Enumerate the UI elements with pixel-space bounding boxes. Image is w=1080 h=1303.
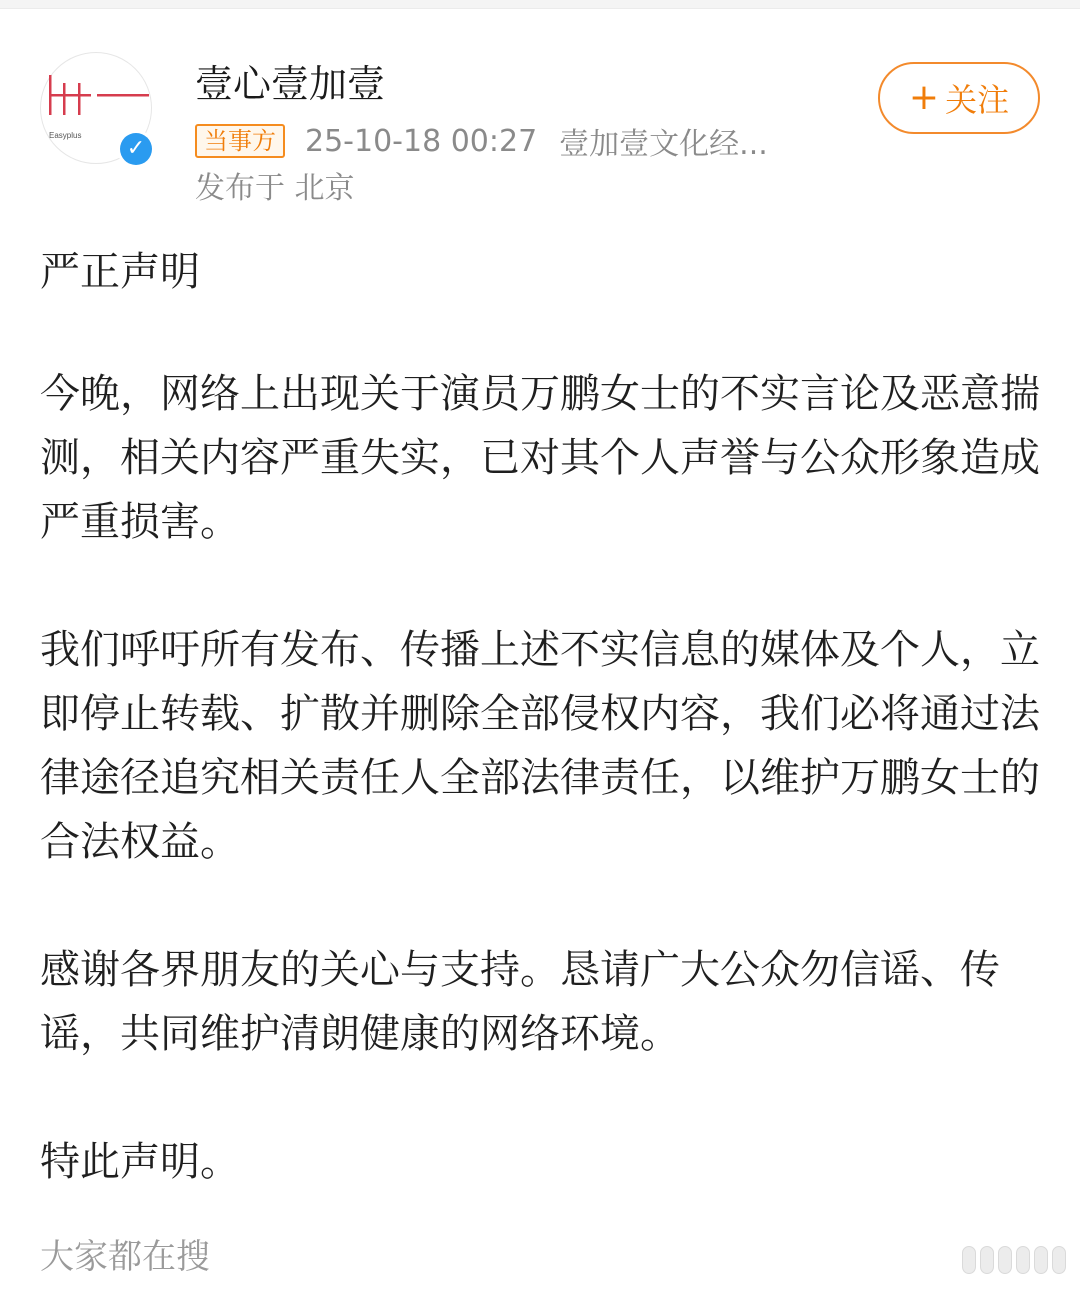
statement-closing: 特此声明。 bbox=[40, 1139, 240, 1185]
post-content bbox=[40, 240, 1040, 1194]
watermark-icon bbox=[962, 1240, 1070, 1280]
trending-search-label[interactable]: 大家都在搜 bbox=[40, 1237, 210, 1277]
post-source[interactable]: 壹加壹文化经... bbox=[559, 127, 768, 162]
party-badge: 当事方 bbox=[195, 124, 285, 158]
post-location: 发布于 北京 bbox=[195, 171, 355, 206]
verified-check-icon: ✓ bbox=[120, 133, 152, 165]
follow-button[interactable] bbox=[878, 62, 1040, 134]
avatar-brand-text: Easyplus bbox=[49, 131, 82, 140]
statement-paragraph-1: 今晚，网络上出现关于演员万鹏女士的不实言论及恶意揣测，相关内容严重失实，已对其个人声誉与公众形象造成严重损害。 bbox=[40, 371, 1040, 545]
username[interactable]: 壹心壹加壹 bbox=[195, 62, 386, 106]
follow-button-label: 关注 bbox=[945, 81, 1010, 119]
post-meta bbox=[195, 121, 768, 161]
top-divider bbox=[0, 0, 1080, 9]
statement-paragraph-2: 我们呼吁所有发布、传播上述不实信息的媒体及个人，立即停止转载、扩散并删除全部侵权内容，我们必将通过法律途径追究相关责任人全部法律责任，以维护万鹏女士的合法权益。 bbox=[40, 627, 1040, 865]
plus-icon: + bbox=[908, 77, 940, 118]
statement-title: 严正声明 bbox=[40, 249, 200, 295]
post-timestamp: 25-10-18 00:27 bbox=[305, 123, 538, 159]
statement-paragraph-3: 感谢各界朋友的关心与支持。恳请广大公众勿信谣、传谣，共同维护清朗健康的网络环境。 bbox=[40, 947, 1000, 1057]
verified-badge-icon bbox=[117, 130, 155, 168]
